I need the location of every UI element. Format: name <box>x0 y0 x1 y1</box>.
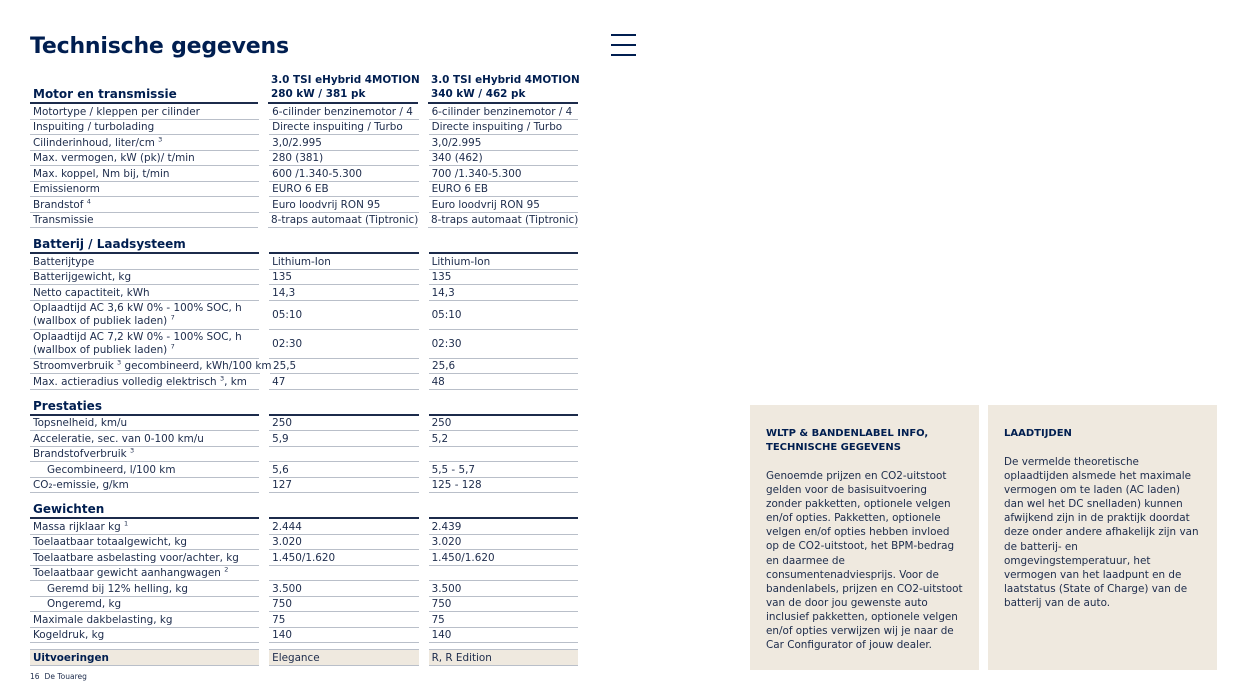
info-box-title: LAADTIJDEN <box>1004 428 1072 439</box>
row-value-2: 6-cilinder benzinemotor / 4 <box>429 104 578 120</box>
row-label: Ongeremd, kg <box>30 597 259 613</box>
title-line: WLTP & BANDENLABEL INFO, <box>766 428 929 439</box>
section-title: Gewichten <box>30 501 259 519</box>
row-value-1: 3.500 <box>269 581 418 597</box>
row-value-2: R, R Edition <box>429 649 578 666</box>
row-value-2: 48 <box>429 374 578 390</box>
row-label: Emissienorm <box>30 182 259 198</box>
info-box-body: De vermelde theoretische oplaadtijden alsmede het maximale vermogen om te laden (AC laden) dan wel het DC snelladen) kunnen afwijkend zijn in de praktijk doordat deze onder andere afhakelijk zijn van de batterij- en omgevingstemperatuur, het vermogen van het laadpunt en de laatstatus (State of Charge) van de batterij van de auto. <box>1004 456 1199 609</box>
row-value-1: 140 <box>269 628 418 644</box>
row-value-1 <box>269 447 418 463</box>
uitvoeringen-row <box>30 649 578 666</box>
row-value-1: 05:10 <box>269 301 418 330</box>
row-value-2: 3.500 <box>429 581 578 597</box>
row-value-1: EURO 6 EB <box>269 182 418 198</box>
table-row <box>30 431 578 447</box>
row-value-2: 140 <box>429 628 578 644</box>
title-line: TECHNISCHE GEGEVENS <box>766 442 901 453</box>
row-value-1: 2.444 <box>269 519 418 535</box>
spec-table <box>30 74 578 666</box>
row-value-2: 135 <box>429 270 578 286</box>
row-value-1: Directe inspuiting / Turbo <box>269 120 418 136</box>
table-row <box>30 301 578 330</box>
info-box-wltp <box>750 405 979 670</box>
column-header-model: 3.0 TSI eHybrid 4MOTION <box>271 74 420 86</box>
row-value-1: 5,6 <box>269 462 418 478</box>
section-rule <box>429 398 578 416</box>
table-row <box>30 182 578 198</box>
info-box-body: Genoemde prijzen en CO2-uitstoot gelden voor de basisuitvoering zonder pakketten, optionele velgen en/of opties. Pakketten, optionele velgen en/of opties hebben invloed op de CO2-uitstoot, het BPM-bedrag en daarmee de consumentenadviesprijs. Voor de bandenlabels, prijzen en CO2-uitstoot van de door jou gewenste auto inclusief pakketten, optionele velgen en/of opties verwijzen wij je naar de Car Configurator of jouw dealer. <box>766 470 963 652</box>
table-row <box>30 213 578 229</box>
row-value-2: 5,2 <box>429 431 578 447</box>
row-label: Brandstofverbruik $^3$ <box>30 447 259 463</box>
table-row <box>30 151 578 167</box>
row-value-1: 5,9 <box>269 431 418 447</box>
row-label: Maximale dakbelasting, kg <box>30 612 259 628</box>
row-value-1: 25,5 <box>270 359 419 375</box>
row-label: Motortype / kleppen per cilinder <box>30 104 259 120</box>
table-row <box>30 374 578 390</box>
section-title: Batterij / Laadsysteem <box>30 236 259 254</box>
table-row <box>30 270 578 286</box>
row-label: Acceleratie, sec. van 0-100 km/u <box>30 431 259 447</box>
row-value-2: 75 <box>429 612 578 628</box>
section-rule <box>269 398 418 416</box>
table-row <box>30 254 578 270</box>
row-value-1: 250 <box>269 416 418 432</box>
section-rule <box>429 501 578 519</box>
row-label: Max. actieradius volledig elektrisch $^3$, km <box>30 374 259 390</box>
table-row <box>30 416 578 432</box>
menu-bar <box>611 44 636 46</box>
table-row <box>30 550 578 566</box>
row-value-2 <box>429 447 578 463</box>
table-row <box>30 135 578 151</box>
row-label: Inspuiting / turbolading <box>30 120 259 136</box>
table-row <box>30 120 578 136</box>
row-label: Batterijtype <box>30 254 259 270</box>
row-value-1: 1.450/1.620 <box>269 550 418 566</box>
row-value-2: 750 <box>429 597 578 613</box>
menu-bar <box>611 34 636 36</box>
row-value-2: 700 /1.340-5.300 <box>429 166 578 182</box>
row-value-2: 3.020 <box>429 535 578 551</box>
table-row <box>30 197 578 213</box>
row-value-2: 3,0/2.995 <box>429 135 578 151</box>
row-label: Batterijgewicht, kg <box>30 270 259 286</box>
row-label: Uitvoeringen <box>30 649 259 666</box>
row-label: Kogeldruk, kg <box>30 628 259 644</box>
table-row <box>30 330 578 359</box>
column-header-power: 280 kW / 381 pk <box>271 88 366 100</box>
column-header-model: 3.0 TSI eHybrid 4MOTION <box>431 74 580 86</box>
row-value-2 <box>429 566 578 582</box>
section-rule <box>269 236 418 254</box>
row-value-1: 75 <box>269 612 418 628</box>
row-value-2: 1.450/1.620 <box>429 550 578 566</box>
row-value-2: 14,3 <box>429 285 578 301</box>
section-rule <box>269 501 418 519</box>
section-header-gewichten <box>30 501 578 519</box>
section-title: Motor en transmissie <box>30 74 258 104</box>
row-value-2: 5,5 - 5,7 <box>429 462 578 478</box>
row-label: CO₂-emissie, g/km <box>30 478 259 494</box>
column-header-1 <box>268 74 418 104</box>
row-value-1: 127 <box>269 478 418 494</box>
table-row <box>30 581 578 597</box>
row-label: Cilinderinhoud, liter/cm $^3$ <box>30 135 259 151</box>
row-label: Oplaadtijd AC 7,2 kW 0% - 100% SOC, h (wallbox of publiek laden) $^7$ <box>30 330 259 359</box>
row-label: Gecombineerd, l/100 km <box>30 462 259 478</box>
table-row <box>30 166 578 182</box>
row-value-1: Lithium-Ion <box>269 254 418 270</box>
row-label: Max. vermogen, kW (pk)/ t/min <box>30 151 259 167</box>
info-box-title <box>766 427 963 455</box>
row-value-2: 25,6 <box>429 359 578 375</box>
row-value-1: 135 <box>269 270 418 286</box>
table-row <box>30 597 578 613</box>
row-value-1: 750 <box>269 597 418 613</box>
section-header-batterij <box>30 236 578 254</box>
table-row <box>30 285 578 301</box>
table-row <box>30 104 578 120</box>
section-rule <box>429 236 578 254</box>
row-value-2: 05:10 <box>429 301 578 330</box>
row-value-2: Directe inspuiting / Turbo <box>429 120 578 136</box>
row-value-2: 8-traps automaat (Tiptronic) <box>428 213 578 229</box>
row-value-2: 2.439 <box>429 519 578 535</box>
row-value-1: 47 <box>269 374 418 390</box>
row-value-1: 280 (381) <box>269 151 418 167</box>
row-label: Toelaatbaar totaalgewicht, kg <box>30 535 259 551</box>
table-row <box>30 447 578 463</box>
hamburger-menu-icon[interactable] <box>611 34 636 56</box>
table-row <box>30 359 578 375</box>
table-row <box>30 519 578 535</box>
row-label: Oplaadtijd AC 3,6 kW 0% - 100% SOC, h (wallbox of publiek laden) $^7$ <box>30 301 259 330</box>
table-row <box>30 612 578 628</box>
row-value-1: Elegance <box>269 649 418 666</box>
row-value-2: 02:30 <box>429 330 578 359</box>
row-value-1 <box>269 566 418 582</box>
row-label: Netto capactiteit, kWh <box>30 285 259 301</box>
row-label: Massa rijklaar kg $^1$ <box>30 519 259 535</box>
table-row <box>30 462 578 478</box>
table-row <box>30 478 578 494</box>
info-box-laadtijden <box>988 405 1217 670</box>
page-number: 16 <box>30 672 40 681</box>
page-title: Technische gegevens <box>30 34 289 59</box>
row-value-1: Euro loodvrij RON 95 <box>269 197 418 213</box>
row-value-1: 02:30 <box>269 330 418 359</box>
column-header-2 <box>428 74 578 104</box>
row-value-1: 600 /1.340-5.300 <box>269 166 418 182</box>
row-value-1: 3.020 <box>269 535 418 551</box>
row-label: Max. koppel, Nm bij, t/min <box>30 166 259 182</box>
row-label: Transmissie <box>30 213 258 229</box>
table-row <box>30 566 578 582</box>
table-row <box>30 628 578 644</box>
row-label: Toelaatbaar gewicht aanhangwagen $^2$ <box>30 566 259 582</box>
section-header-prestaties <box>30 398 578 416</box>
row-value-2: 340 (462) <box>429 151 578 167</box>
row-value-2: EURO 6 EB <box>429 182 578 198</box>
row-label: Geremd bij 12% helling, kg <box>30 581 259 597</box>
row-value-2: Euro loodvrij RON 95 <box>429 197 578 213</box>
row-label: Toelaatbare asbelasting voor/achter, kg <box>30 550 259 566</box>
row-value-2: 250 <box>429 416 578 432</box>
row-value-1: 8-traps automaat (Tiptronic) <box>268 213 418 229</box>
column-header-power: 340 kW / 462 pk <box>431 88 526 100</box>
row-value-2: Lithium-Ion <box>429 254 578 270</box>
row-value-1: 6-cilinder benzinemotor / 4 <box>269 104 418 120</box>
row-value-1: 3,0/2.995 <box>269 135 418 151</box>
section-header-motor <box>30 74 578 104</box>
publication-name: De Touareg <box>44 672 87 681</box>
table-row <box>30 535 578 551</box>
row-value-1: 14,3 <box>269 285 418 301</box>
row-label: Topsnelheid, km/u <box>30 416 259 432</box>
row-label: Brandstof $^4$ <box>30 197 259 213</box>
row-label: Stroomverbruik $^3$ gecombineerd, kWh/100 km <box>30 359 260 375</box>
section-title: Prestaties <box>30 398 259 416</box>
menu-bar <box>611 54 636 56</box>
page-footer <box>30 672 92 681</box>
row-value-2: 125 - 128 <box>429 478 578 494</box>
